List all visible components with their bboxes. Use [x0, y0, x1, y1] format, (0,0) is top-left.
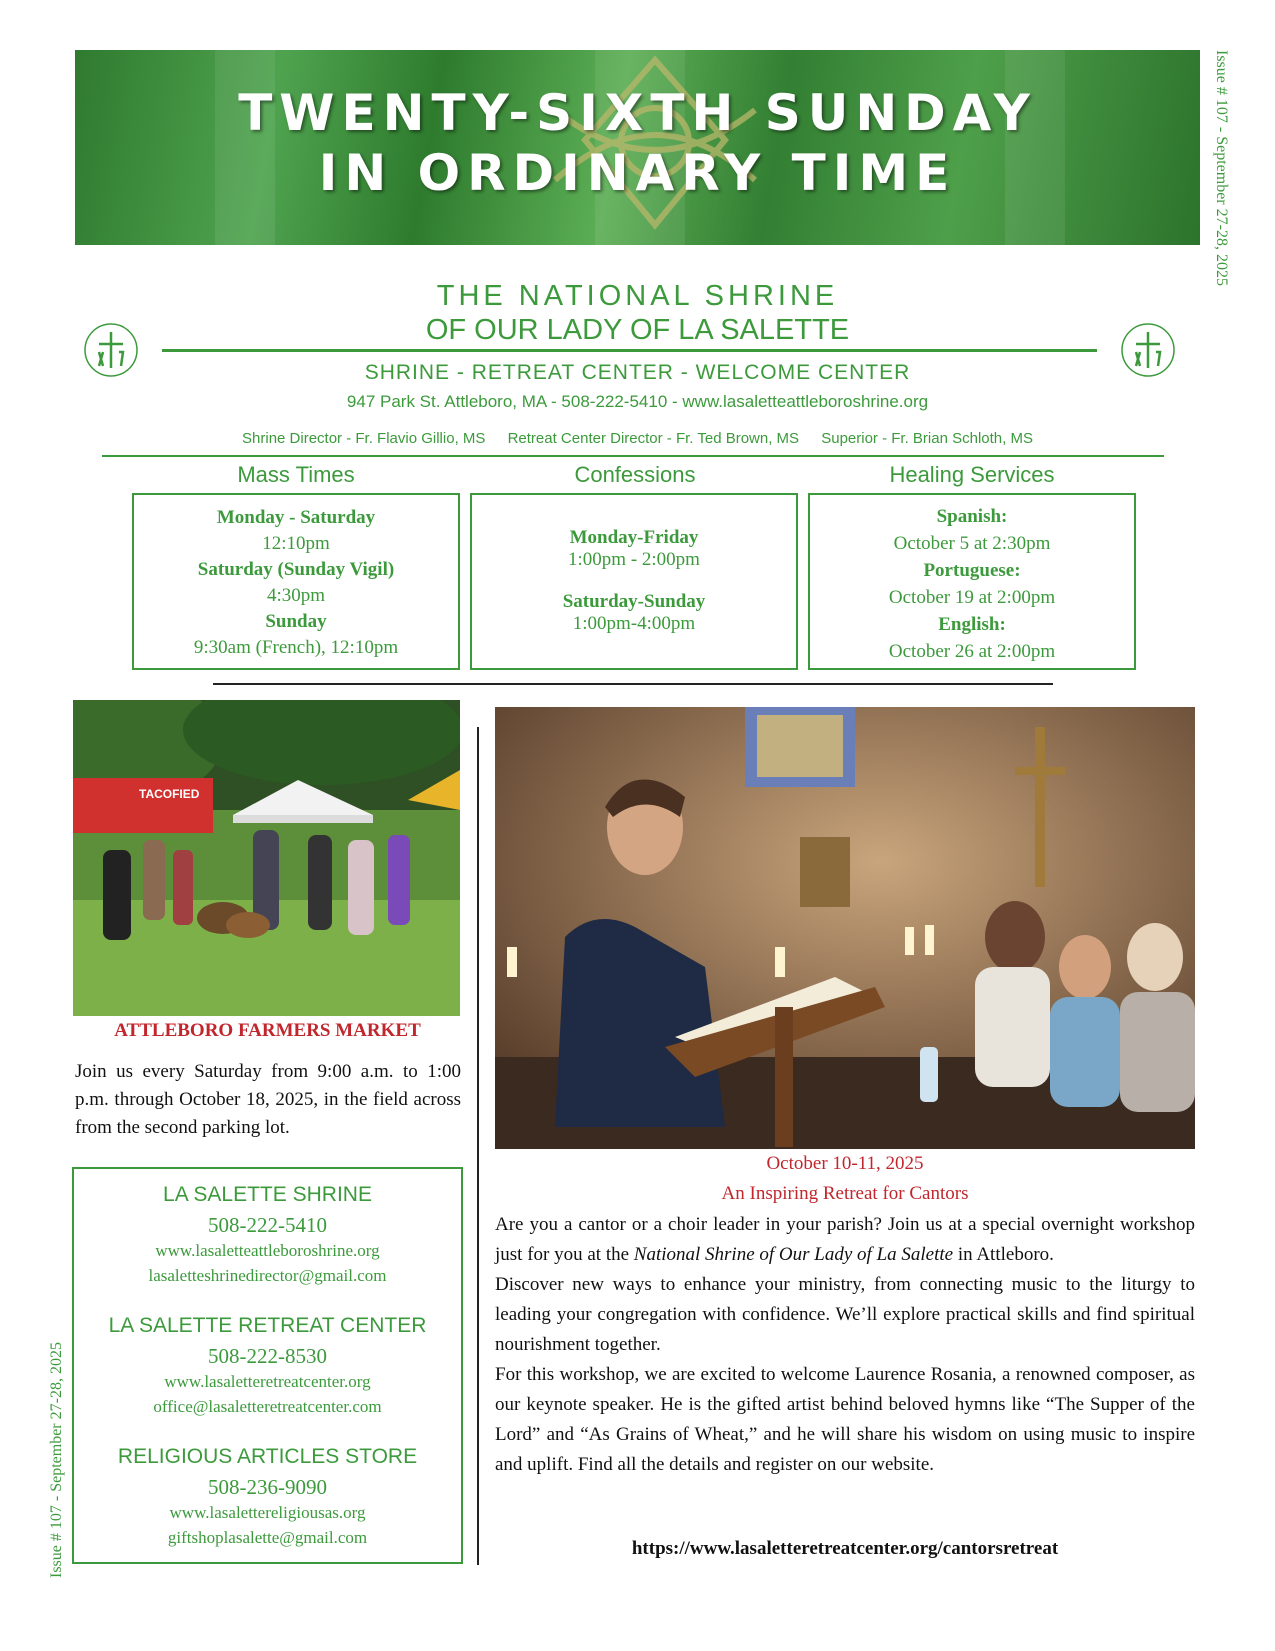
contact-phone: 508-222-5410	[208, 1213, 327, 1237]
shrine-subtitle: SHRINE - RETREAT CENTER - WELCOME CENTER	[364, 361, 911, 384]
contact-website[interactable]: www.lasaletteattleboroshrine.org	[155, 1241, 380, 1260]
retreat-registration-link[interactable]: https://www.lasaletteretreatcenter.org/cantorsretreat	[631, 1538, 1059, 1559]
header-banner	[75, 50, 1200, 245]
shrine-name-line2: OF OUR LADY OF LA SALETTE	[425, 314, 850, 346]
retreat-title: An Inspiring Retreat for Cantors	[721, 1183, 969, 1204]
la-salette-crucifix-logo	[83, 322, 139, 378]
contact-email[interactable]: giftshoplasalette@gmail.com	[167, 1528, 368, 1547]
confession-time: 1:00pm - 2:00pm	[568, 549, 700, 570]
retreat-p1-text-end: in Attleboro.	[953, 1244, 1054, 1265]
director-retreat: Retreat Center Director - Fr. Ted Brown, MS	[507, 430, 800, 447]
healing-services-title: Healing Services	[889, 462, 1055, 487]
confessions-title: Confessions	[574, 462, 696, 487]
retreat-paragraph-3: For this workshop, we are excited to welcome Laurence Rosania, a renowned composer, as our keynote speaker. He is the gifted artist behind beloved hymns like “The Supper of the Lord” and “As Grains of Wheat,” and he will share his wisdom on using music to inspire and uplift. Find all the details and register on our website.	[495, 1364, 1195, 1475]
healing-language: Spanish:	[936, 506, 1008, 527]
contact-phone: 508-222-8530	[208, 1344, 327, 1368]
healing-date: October 19 at 2:00pm	[888, 587, 1056, 608]
directors-line	[0, 430, 1275, 447]
shrine-name-line1: THE NATIONAL SHRINE	[436, 280, 839, 312]
farmers-market-title: ATTLEBORO FARMERS MARKET	[114, 1020, 421, 1041]
retreat-date: October 10-11, 2025	[766, 1153, 924, 1174]
retreat-paragraph-1	[495, 1210, 1195, 1270]
section-divider	[213, 683, 1053, 685]
banner-title-line1: TWENTY-SIXTH SUNDAY	[238, 84, 1037, 142]
mass-day: Monday - Saturday	[216, 507, 376, 528]
healing-language: Portuguese:	[923, 560, 1021, 581]
contact-name: RELIGIOUS ARTICLES STORE	[117, 1445, 418, 1468]
contact-name: LA SALETTE SHRINE	[163, 1183, 372, 1206]
healing-services-box	[808, 493, 1136, 670]
confession-day: Monday-Friday	[569, 527, 699, 548]
director-superior: Superior - Fr. Brian Schloth, MS	[821, 430, 1033, 447]
retreat-paragraph-2: Discover new ways to enhance your ministry, from connecting music to the liturgy to leading your congregation with confidence. We’ll explore practical skills and find spiritual nourishment together.	[495, 1274, 1195, 1355]
mass-time: 4:30pm	[266, 585, 326, 606]
shrine-address: 947 Park St. Attleboro, MA - 508-222-5410 - www.lasaletteattleboroshrine.org	[346, 392, 929, 411]
issue-label-left: Issue # 107 - September 27-28, 2025	[48, 1342, 65, 1578]
contact-phone: 508-236-9090	[208, 1475, 327, 1499]
la-salette-crucifix-logo	[1120, 322, 1176, 378]
confessions-box	[470, 493, 798, 670]
farmers-market-photo	[73, 700, 460, 1016]
contacts-box	[72, 1167, 463, 1564]
mass-day: Sunday	[265, 611, 327, 632]
market-truck-sign: TACOFIED	[139, 787, 200, 801]
contact-email[interactable]: lasaletteshrinedirector@gmail.com	[148, 1266, 387, 1285]
healing-date: October 26 at 2:00pm	[888, 641, 1056, 662]
mass-time: 9:30am (French), 12:10pm	[193, 637, 399, 658]
retreat-body	[495, 1210, 1195, 1480]
healing-date: October 5 at 2:30pm	[893, 533, 1051, 554]
banner-title-line2: IN ORDINARY TIME	[318, 144, 957, 202]
director-shrine: Shrine Director - Fr. Flavio Gillio, MS	[242, 430, 486, 447]
contact-website[interactable]: www.lasaletteretreatcenter.org	[164, 1372, 371, 1391]
mass-times-box	[132, 493, 460, 670]
confession-day: Saturday-Sunday	[562, 591, 706, 612]
retreat-p1-shrine-name: National Shrine of Our Lady of La Salette	[633, 1244, 954, 1265]
contact-email[interactable]: office@lasaletteretreatcenter.com	[153, 1397, 382, 1416]
retreat-p1-text: Are you a cantor or a choir leader in your parish? Join us at a special overnight workshop just for you at the	[495, 1214, 1195, 1265]
contact-website[interactable]: www.lasalettereligiousas.org	[169, 1503, 366, 1522]
mass-day: Saturday (Sunday Vigil)	[197, 559, 395, 580]
cantor-retreat-photo	[495, 707, 1195, 1149]
header-divider	[162, 349, 1097, 352]
mass-times-title: Mass Times	[237, 462, 355, 487]
healing-language: English:	[938, 614, 1006, 635]
column-divider	[477, 727, 479, 1565]
issue-label-right: Issue # 107 - September 27-28, 2025	[1213, 50, 1230, 286]
confession-time: 1:00pm-4:00pm	[572, 613, 696, 634]
contact-name: LA SALETTE RETREAT CENTER	[108, 1314, 427, 1337]
farmers-market-text: Join us every Saturday from 9:00 a.m. to 1:00 p.m. through October 18, 2025, in the field across from the second parking lot.	[75, 1061, 461, 1138]
mass-time: 12:10pm	[262, 533, 330, 554]
schedule-divider	[102, 455, 1164, 457]
